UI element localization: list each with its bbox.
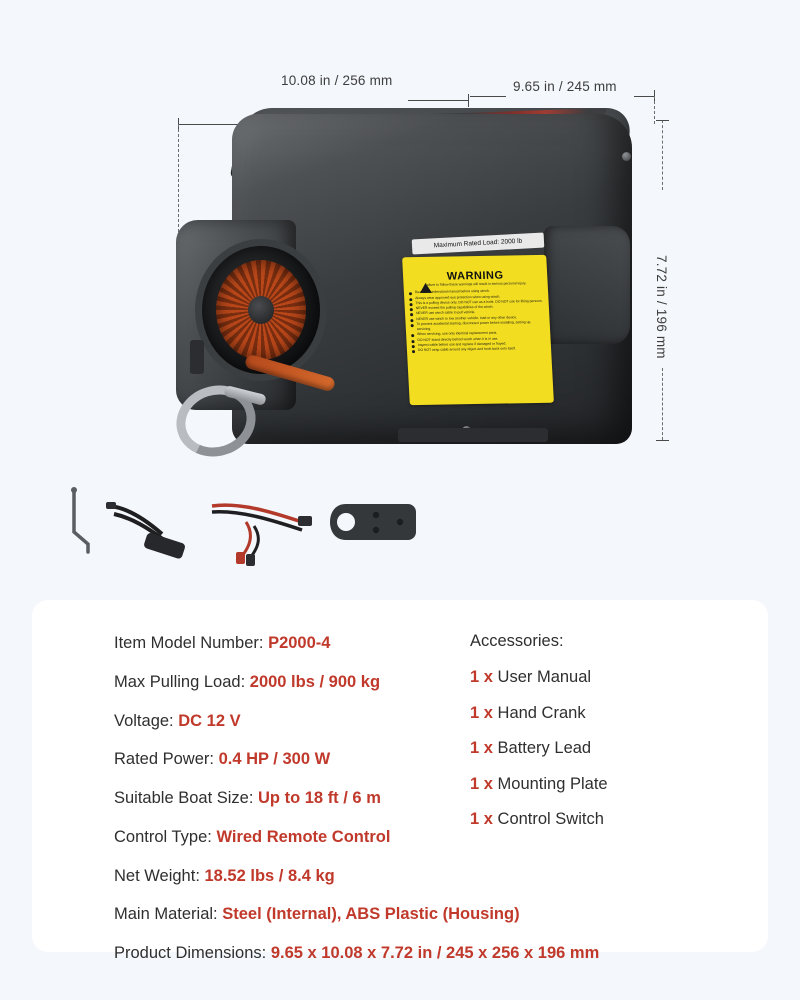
dimension-line-width-right	[408, 100, 468, 101]
dimension-guide	[662, 368, 663, 440]
warning-line: Always wear approved eye protection when using winch.	[408, 293, 544, 301]
spec-label: Product Dimensions:	[114, 944, 267, 963]
warning-line: DO NOT stand directly behind winch when it is in use.	[410, 335, 546, 343]
spec-label: Rated Power:	[114, 750, 214, 769]
accessory-quantity: 1 x	[470, 703, 493, 722]
accessory-quantity: 1 x	[470, 668, 493, 686]
winch-drum	[202, 246, 320, 374]
spec-row	[114, 787, 462, 809]
spec-row	[114, 748, 462, 770]
mounting-plate-illustration	[328, 500, 420, 546]
warning-line: Inspect cable before use and replace if damaged or frayed.	[411, 341, 547, 349]
winch-base	[398, 428, 548, 442]
spec-row	[114, 671, 462, 693]
warning-line-list	[408, 288, 547, 353]
spec-label: Suitable Boat Size:	[114, 789, 254, 808]
spec-value: 0.4 HP / 300 W	[218, 750, 331, 769]
spec-value: Wired Remote Control	[216, 827, 391, 846]
bolt-icon	[622, 152, 631, 161]
dimension-label-depth: 9.65 in / 245 mm	[513, 79, 617, 94]
spec-row	[114, 903, 520, 925]
warning-line: When servicing, use only identical replacement parts.	[410, 330, 546, 338]
winch-mount-foot	[190, 340, 204, 374]
warning-line: DO NOT wrap cable around any object and hook back onto itself.	[411, 346, 547, 354]
spec-row	[114, 942, 600, 964]
specification-card	[32, 600, 768, 963]
spec-row	[114, 632, 462, 654]
winch-drum-core	[248, 296, 274, 324]
spec-value: Up to 18 ft / 6 m	[258, 789, 381, 808]
control-switch-illustration	[104, 500, 196, 560]
spec-label: Max Pulling Load:	[114, 672, 246, 691]
dimension-label-width: 10.08 in / 256 mm	[281, 73, 393, 88]
winch-illustration	[176, 108, 660, 458]
warning-line: NEVER use winch to tow another vehicle, load or any other device.	[409, 314, 545, 322]
accessory-quantity: 1 x	[470, 810, 493, 828]
hand-crank-illustration	[66, 486, 100, 558]
accessory-item	[470, 704, 768, 723]
battery-lead-illustration	[206, 500, 316, 566]
accessories-list	[470, 668, 768, 829]
warning-subtitle: Failure to follow these warnings will result in serious personal injury.	[424, 281, 527, 287]
accessory-item	[470, 739, 768, 758]
spec-label: Item Model Number:	[114, 634, 264, 652]
warning-line: This is a pulling device only. DO NOT use as a hoist. DO NOT use for lifting persons.	[408, 299, 544, 307]
spec-label: Voltage:	[114, 711, 174, 730]
accessory-quantity: 1 x	[470, 774, 493, 793]
accessory-item	[470, 668, 768, 687]
spec-value: DC 12 V	[178, 711, 241, 730]
warning-line: To prevent accidental starting, disconnect power before installing, setting up, servicing.	[409, 320, 546, 333]
dimension-line-depth-right	[634, 96, 654, 97]
accessory-name: Hand Crank	[497, 703, 586, 722]
accessory-item	[470, 775, 768, 794]
winch-side-panel	[544, 226, 630, 344]
spec-row	[114, 865, 462, 887]
warning-line: NEVER use winch cable to pull vehicle.	[409, 309, 545, 317]
accessory-quantity: 1 x	[470, 739, 493, 757]
dimension-guide	[662, 120, 663, 190]
dimension-line-depth-left	[470, 96, 506, 97]
warning-line: Read and understand manual before using winch.	[408, 288, 544, 296]
accessory-name: User Manual	[497, 668, 592, 686]
spec-value: P2000-4	[268, 634, 331, 652]
spec-label: Net Weight:	[114, 866, 200, 885]
rated-load-label: Maximum Rated Load: 2000 lb	[412, 233, 545, 255]
spec-value: 9.65 x 10.08 x 7.72 in / 245 x 256 x 196 mm	[270, 944, 600, 963]
warning-title: WARNING	[446, 269, 504, 283]
winch-hook	[176, 380, 262, 442]
spec-label: Control Type:	[114, 827, 212, 846]
accessory-name: Battery Lead	[497, 739, 592, 757]
accessory-name: Control Switch	[497, 810, 604, 828]
dimension-label-height: 7.72 in / 196 mm	[654, 255, 669, 359]
hook-ring	[167, 375, 265, 466]
spec-value: 2000 lbs / 900 kg	[249, 672, 381, 691]
warning-label	[402, 255, 554, 405]
dimension-tick	[468, 94, 469, 107]
accessories-title: Accessories:	[470, 632, 564, 650]
accessory-name: Mounting Plate	[497, 774, 608, 793]
spec-label: Main Material:	[114, 905, 218, 924]
spec-row	[114, 826, 462, 848]
spec-value: Steel (Internal), ABS Plastic (Housing)	[222, 905, 520, 924]
accessory-item	[470, 810, 768, 829]
spec-value: 18.52 lbs / 8.4 kg	[204, 866, 335, 885]
accessories-section	[462, 632, 768, 952]
spec-row	[114, 710, 462, 732]
warning-line: NEVER exceed the pulling capabilities of the winch.	[409, 304, 545, 312]
